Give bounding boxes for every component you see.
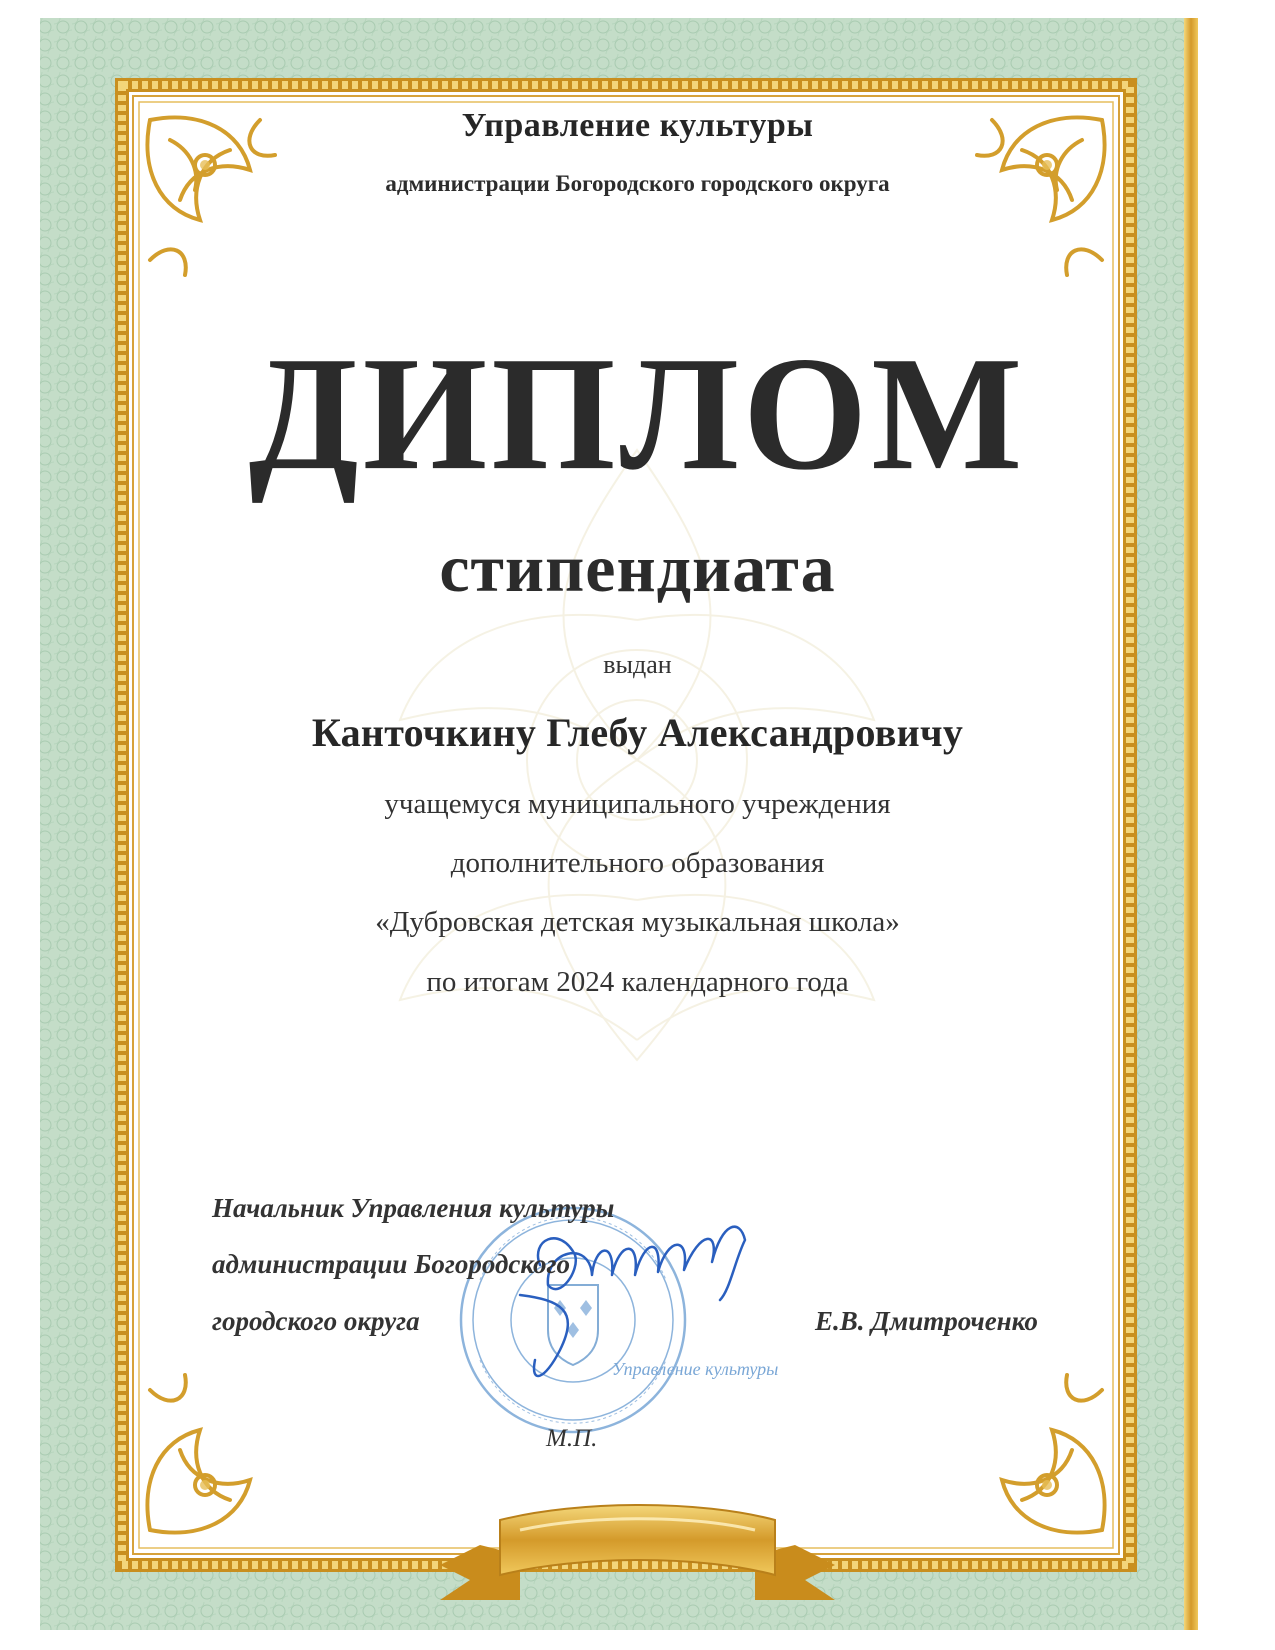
organization-title: Управление культуры <box>461 107 814 144</box>
document-subtitle: стипендиата <box>439 530 836 606</box>
body-line-1: учащемуся муниципального учреждения <box>384 788 891 820</box>
signer-name: Е.В. Дмитроченко <box>815 1306 1038 1336</box>
document-title: ДИПЛОМ <box>248 322 1027 504</box>
signer-position-line-2: администрации Богородского <box>212 1249 570 1279</box>
stamp-place-label: М.П. <box>546 1425 598 1452</box>
stamp-text: Управление культуры <box>612 1359 779 1379</box>
body-line-2: дополнительного образования <box>450 847 825 879</box>
organization-subtitle: администрации Богородского городского округа <box>385 171 890 196</box>
body-line-4: по итогам 2024 календарного года <box>426 966 849 998</box>
signer-position-line-3: городского округа <box>212 1306 420 1336</box>
recipient-name: Канточкину Глебу Александровичу <box>311 710 964 755</box>
body-line-3: «Дубровская детская музыкальная школа» <box>375 906 900 938</box>
issued-label: выдан <box>603 650 672 679</box>
signer-position-line-1: Начальник Управления культуры <box>212 1193 615 1223</box>
